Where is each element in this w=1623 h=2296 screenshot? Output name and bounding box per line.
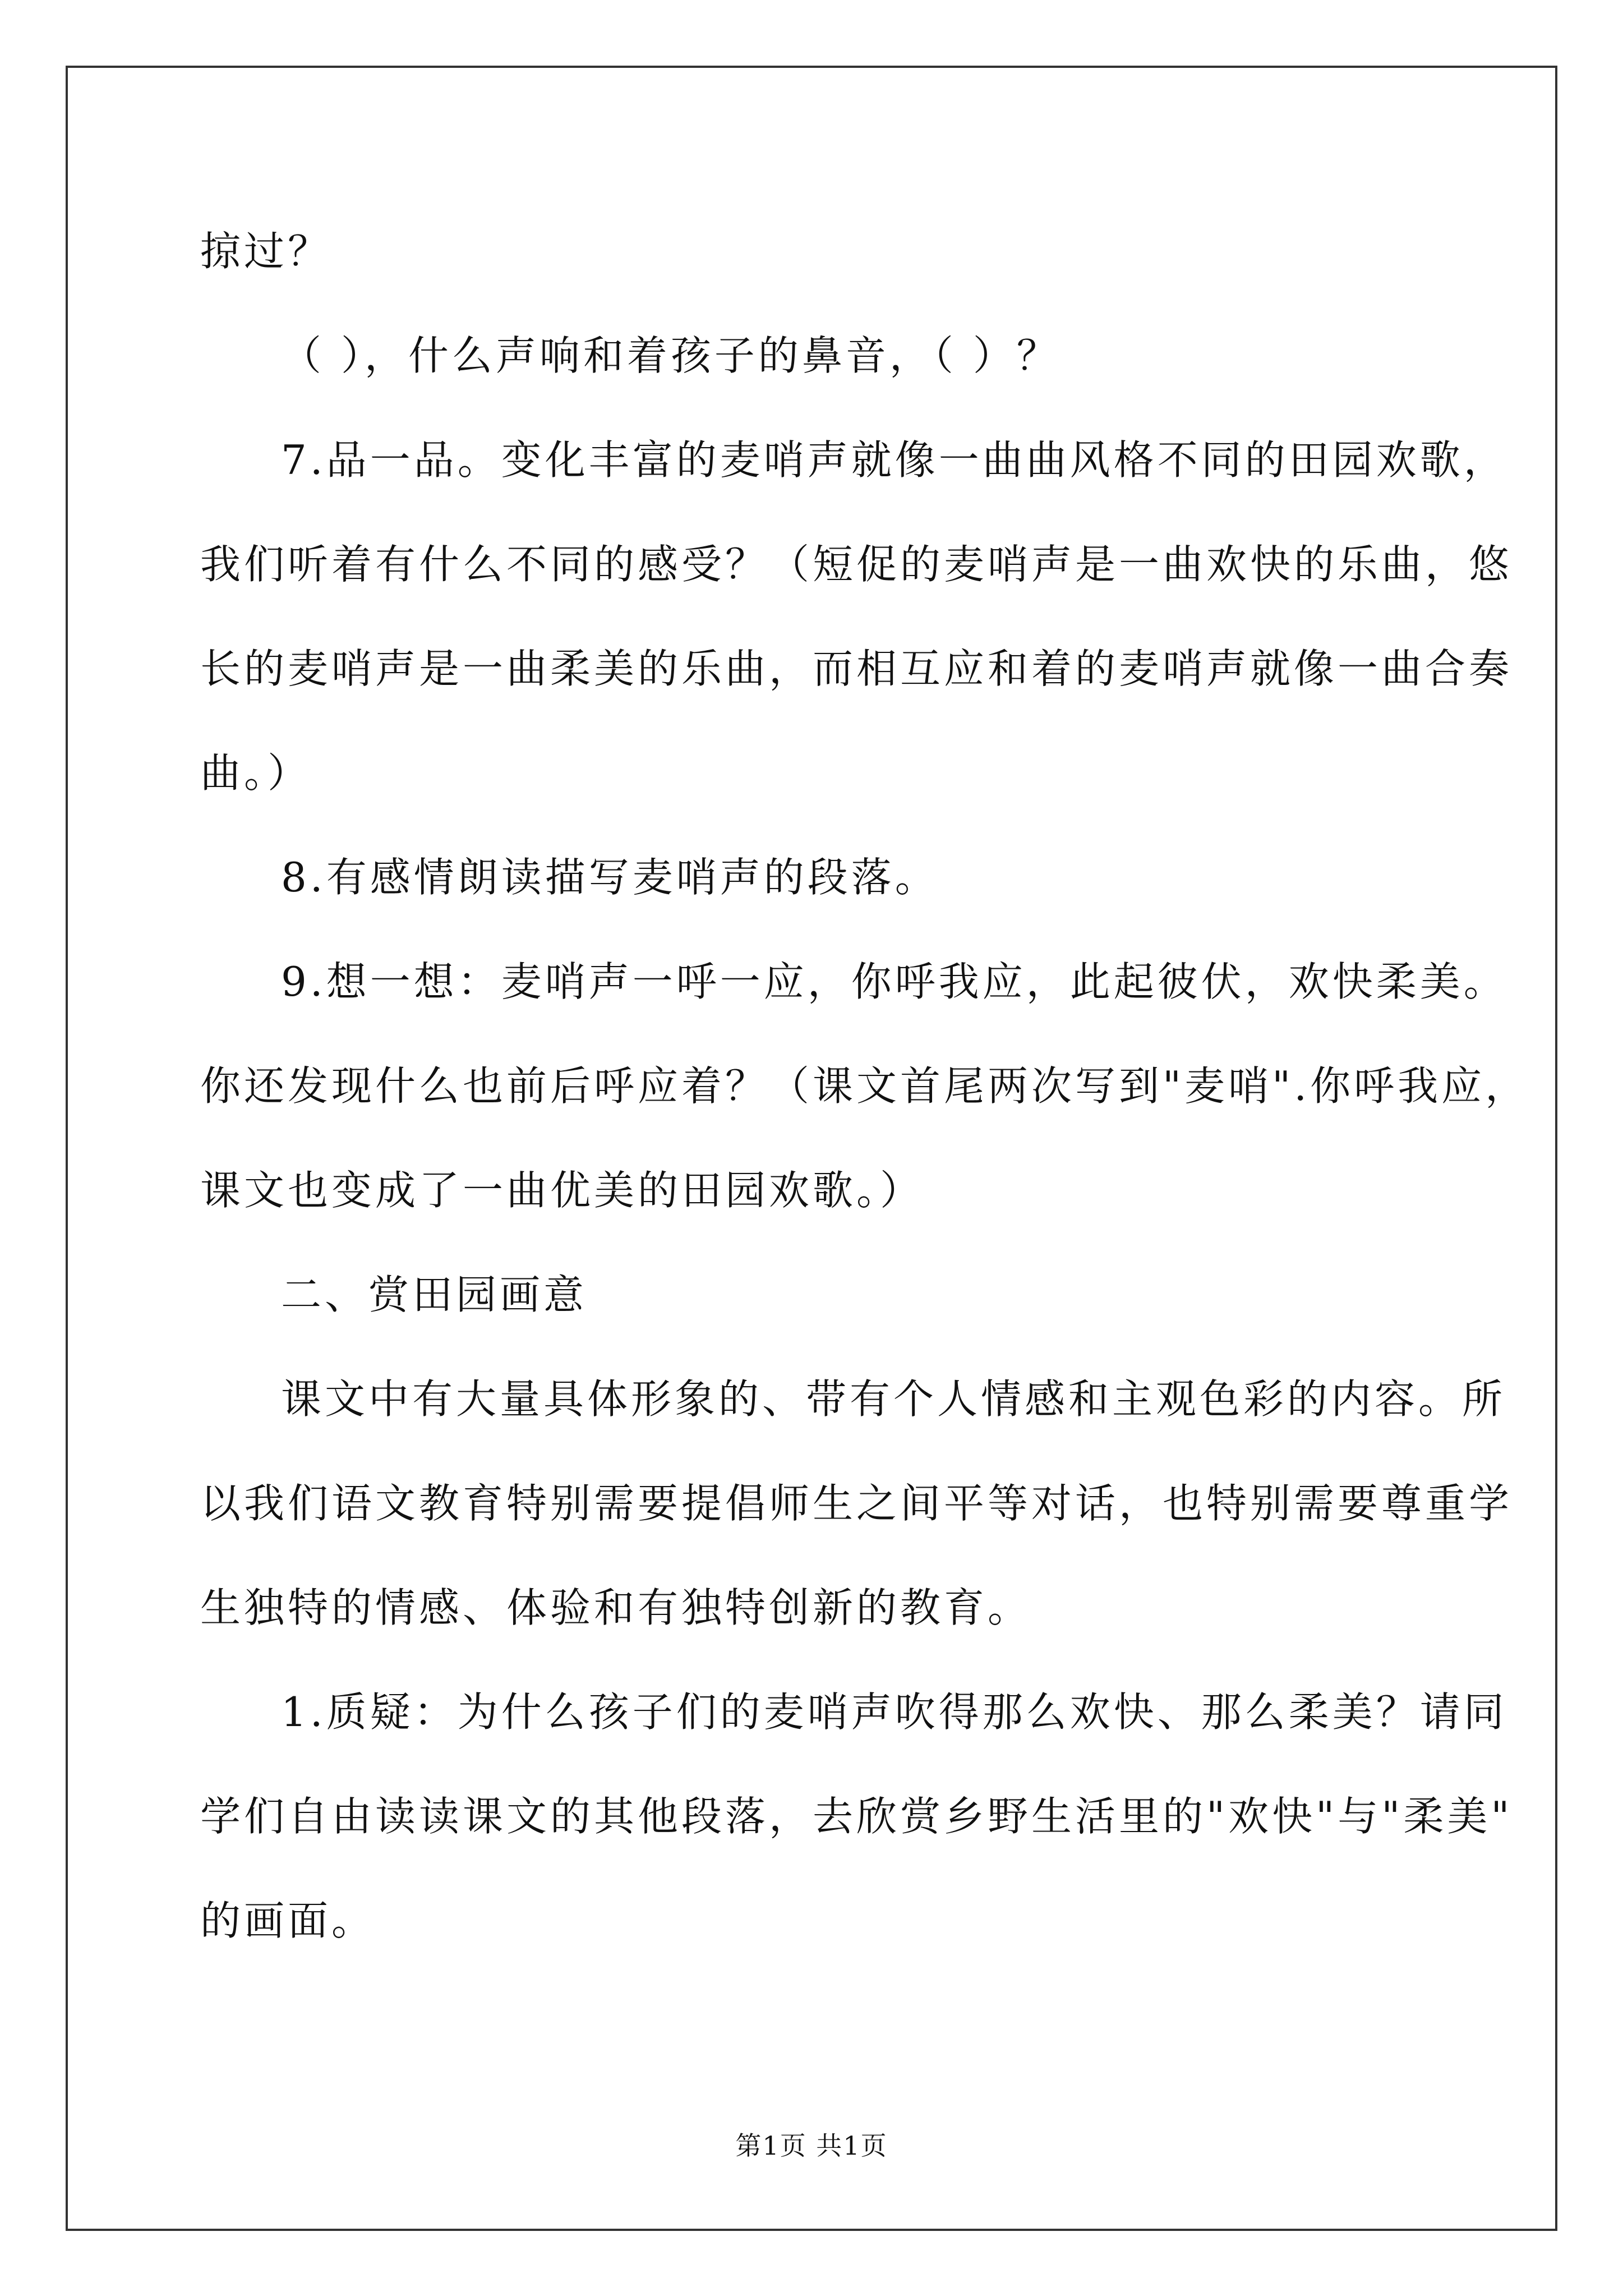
text-line: 课文中有大量具体形象的、带有个人情感和主观色彩的内容。所 — [281, 1375, 1506, 1423]
text-line: 课文也变成了一曲优美的田园欢歌。） — [200, 1167, 924, 1214]
text-line: 我们听着有什么不同的感受？（短促的麦哨声是一曲欢快的乐曲，悠 — [200, 541, 1513, 588]
text-line: 掠过？ — [200, 228, 332, 275]
text-line: 的画面。 — [200, 1897, 376, 1944]
text-line: 9.想一想：麦哨声一呼一应，你呼我应，此起彼伏，欢快柔美。 — [281, 958, 1507, 1005]
text-line: 7.品一品。变化丰富的麦哨声就像一曲曲风格不同的田园欢歌， — [281, 436, 1507, 484]
text-line: 以我们语文教育特别需要提倡师生之间平等对话，也特别需要尊重学 — [200, 1480, 1513, 1527]
page-footer: 第1页 共1页 — [735, 2131, 888, 2161]
text-line: 学们自由读读课文的其他段落，去欣赏乡野生活里的"欢快"与"柔美" — [200, 1793, 1513, 1840]
text-line: 8.有感情朗读描写麦哨声的段落。 — [281, 854, 939, 901]
text-line: （ ），什么声响和着孩子的鼻音，（ ）？ — [281, 332, 1061, 379]
text-line: 长的麦哨声是一曲柔美的乐曲，而相互应和着的麦哨声就像一曲合奏 — [200, 645, 1513, 692]
text-line: 生独特的情感、体验和有独特创新的教育。 — [200, 1584, 1032, 1631]
text-line: 你还发现什么也前后呼应着？（课文首尾两次写到"麦哨".你呼我应， — [200, 1062, 1529, 1110]
text-line: 1.质疑：为什么孩子们的麦哨声吹得那么欢快、那么柔美？请同 — [281, 1688, 1507, 1736]
text-line: 曲。） — [200, 749, 312, 797]
section-heading: 二、赏田园画意 — [281, 1271, 588, 1318]
